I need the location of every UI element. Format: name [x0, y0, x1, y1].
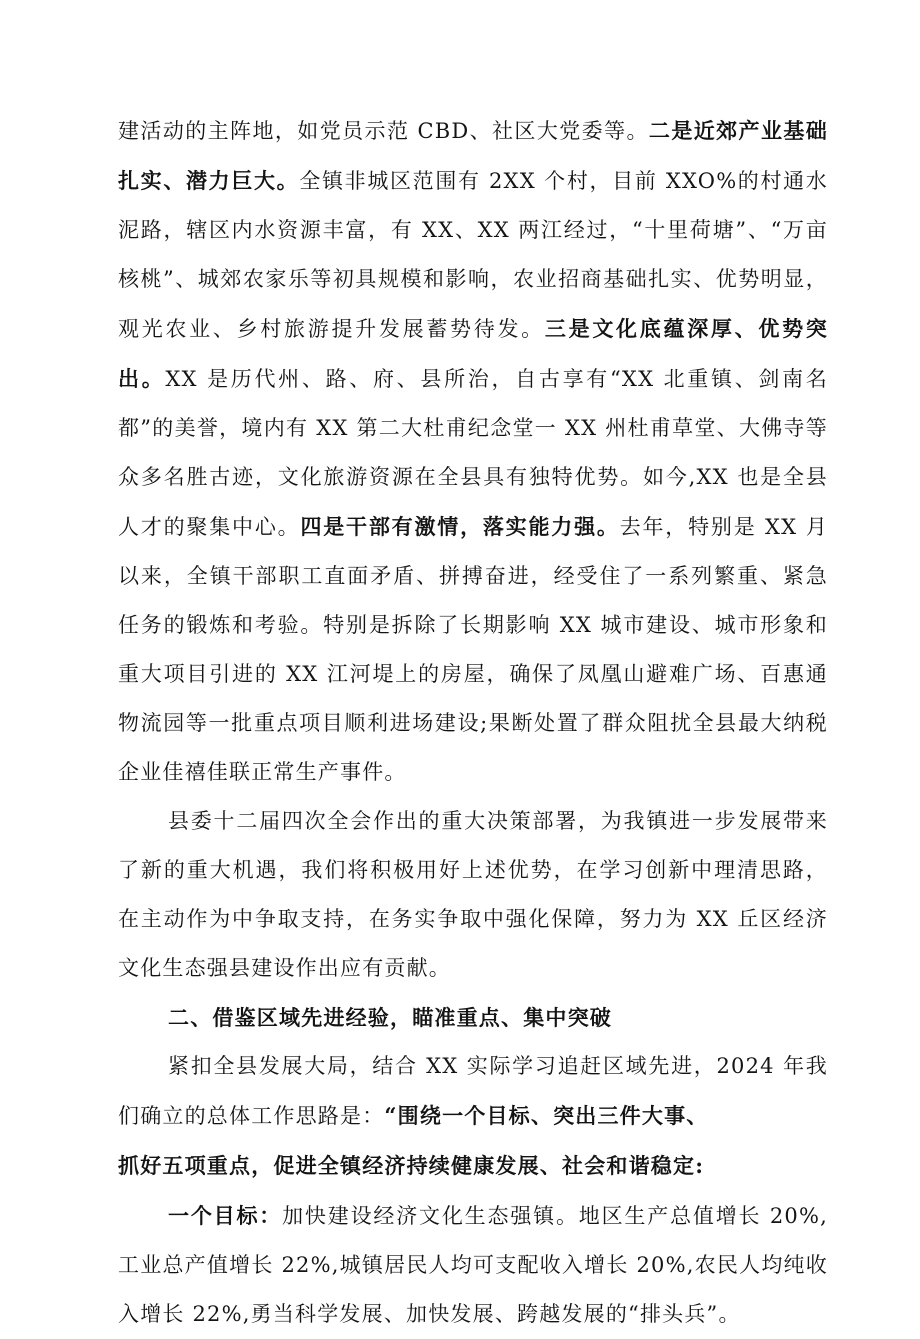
emphasis-point-three: 三是文化底蕴深厚、优势突出。: [118, 316, 828, 391]
paragraph-text: 全镇非城区范围有 2XX 个村，目前 XXO%的村通水泥路，辖区内水资源丰富，有 XX、XX 两江经过，“十里荷塘”、“万亩核桃”、城郊农家乐等初具规模和影响，农业招商基础扎实、优势明显，观光农业、乡村旅游提升发展蓄势待发。: [118, 169, 829, 341]
paragraph-advantages: [118, 106, 828, 797]
paragraph-text: 加快建设经济文化生态强镇。地区生产总值增长 20%,工业总产值增长 22%,城镇居民人均可支配收入增长 20%,农民人均纯收入增长 22%,勇当科学发展、加快发展、跨越发展的“排头兵”。: [118, 1204, 828, 1326]
paragraph-text: 去年，特别是 XX 月以来，全镇干部职工直面矛盾、拼搏奋进，经受住了一系列繁重、紧急任务的锻炼和考验。特别是拆除了长期影响 XX 城市建设、城市形象和重大项目引进的 XX 江河堤上的房屋，确保了凤凰山避难广场、百惠通物流园等一批重点项目顺利进场建设;果断处置了群众阻扰全县最大纳税企业佳禧佳联正常生产事件。: [118, 515, 828, 784]
paragraph-text: 紧扣全县发展大局，结合 XX 实际学习追赶区域先进，2024 年我们确立的总体工作思路是：: [118, 1054, 828, 1128]
emphasis-one-goal: 一个目标：: [168, 1203, 283, 1228]
emphasis-point-four: 四是干部有激情，落实能力强。: [300, 514, 620, 539]
document-body: [118, 106, 828, 1339]
emphasis-approach-line-2: 抓好五项重点，促进全镇经济持续健康发展、社会和谐稳定:: [118, 1153, 705, 1178]
paragraph-text: 建活动的主阵地，如党员示范 CBD、社区大党委等。: [118, 119, 649, 143]
paragraph-text: XX 是历代州、路、府、县所治，自古享有“XX 北重镇、剑南名都”的美誉，境内有 XX 第二大杜甫纪念堂一 XX 州杜甫草堂、大佛寺等众多名胜古迹，文化旅游资源在全县具有独特优势。如今,XX 也是全县人才的聚集中心。: [118, 367, 828, 539]
paragraph-opportunity: 县委十二届四次全会作出的重大决策部署，为我镇进一步发展带来了新的重大机遇，我们将积极用好上述优势，在学习创新中理清思路，在主动作为中争取支持，在务实争取中强化保障，努力为 XX 丘区经济文化生态强县建设作出应有贡献。: [118, 809, 828, 980]
emphasis-point-two: 二是近郊产业基础扎实、潜力巨大。: [118, 118, 828, 193]
paragraph-overall-approach: [118, 1042, 828, 1191]
emphasis-approach-line-1: “围绕一个目标、突出三件大事、: [384, 1103, 709, 1128]
section-heading-2: 二、借鉴区域先进经验，瞄准重点、集中突破: [168, 1005, 612, 1030]
paragraph-one-goal: [118, 1191, 828, 1339]
